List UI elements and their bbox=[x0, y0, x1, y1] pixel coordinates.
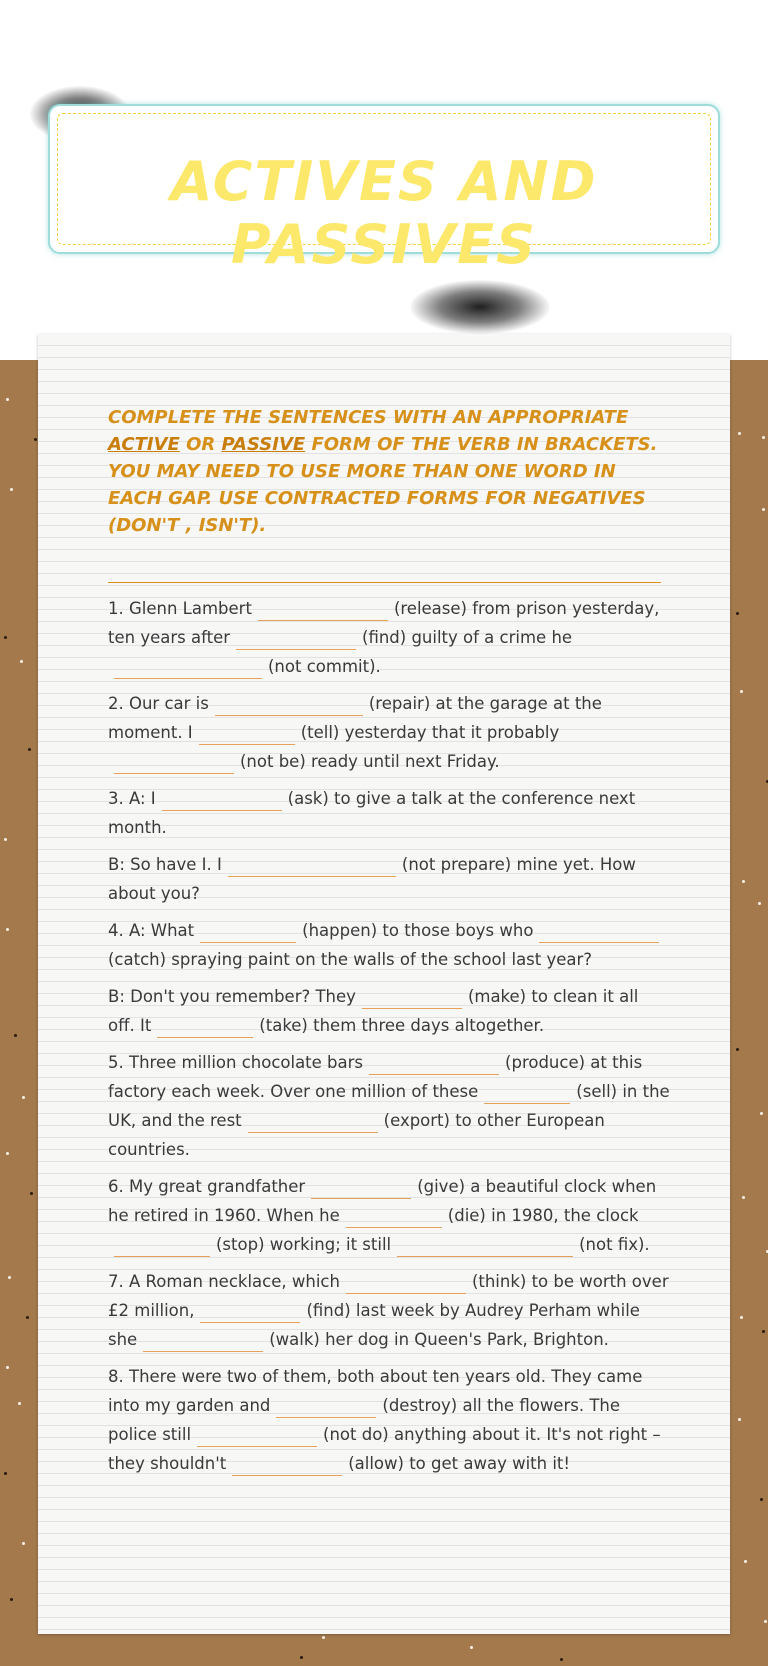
answer-gap-input[interactable] bbox=[114, 658, 262, 679]
exercise-text: (not do) anything about it. It's not right – they shouldn't bbox=[108, 1425, 661, 1473]
exercise-text: B: Don't you remember? They bbox=[108, 987, 356, 1006]
exercise-text: 5. Three million chocolate bars bbox=[108, 1053, 364, 1072]
exercise-item bbox=[108, 1362, 670, 1478]
worksheet-title: ACTIVES AND PASSIVES bbox=[170, 150, 598, 276]
cork-speck bbox=[6, 928, 9, 931]
answer-gap-input[interactable] bbox=[143, 1331, 263, 1352]
cork-speck bbox=[744, 1560, 747, 1563]
answer-gap-input[interactable] bbox=[248, 1112, 378, 1133]
cork-speck bbox=[10, 488, 13, 491]
exercise-item bbox=[108, 784, 670, 842]
instructions-active-word: ACTIVE bbox=[108, 434, 180, 455]
cork-speck bbox=[6, 1152, 9, 1155]
exercise-text: B: So have I. I bbox=[108, 855, 222, 874]
answer-gap-input[interactable] bbox=[114, 1236, 210, 1257]
exercise-item bbox=[108, 1172, 670, 1259]
cork-speck bbox=[6, 398, 9, 401]
answer-gap-input[interactable] bbox=[362, 988, 462, 1009]
exercise-text: (not prepare) mine yet. How about you? bbox=[108, 855, 636, 903]
exercise-text: (catch) spraying paint on the walls of the school last year? bbox=[108, 950, 593, 969]
answer-gap-input[interactable] bbox=[346, 1273, 466, 1294]
cork-speck bbox=[740, 1316, 743, 1319]
answer-gap-input[interactable] bbox=[162, 790, 282, 811]
cork-speck bbox=[10, 1598, 13, 1601]
exercise-text: (not fix). bbox=[579, 1235, 650, 1254]
exercise-text: (export) to other European countries. bbox=[108, 1111, 605, 1159]
cork-speck bbox=[470, 1646, 473, 1649]
cork-speck bbox=[28, 748, 31, 751]
cork-speck bbox=[762, 1330, 765, 1333]
exercise-text: (release) from prison yesterday, ten years after bbox=[108, 599, 660, 647]
answer-gap-input[interactable] bbox=[258, 600, 388, 621]
cork-speck bbox=[34, 438, 37, 441]
cork-speck bbox=[8, 1276, 11, 1279]
exercise-text: (find) guilty of a crime he bbox=[362, 628, 573, 647]
exercise-text: 3. A: I bbox=[108, 789, 156, 808]
cork-speck bbox=[14, 1034, 17, 1037]
exercise-text: (stop) working; it still bbox=[216, 1235, 392, 1254]
tape-piece-center bbox=[410, 280, 550, 334]
exercise-item bbox=[108, 594, 670, 681]
exercise-item bbox=[108, 1267, 670, 1354]
cork-speck bbox=[30, 1192, 33, 1195]
exercise-item bbox=[108, 982, 670, 1040]
answer-gap-input[interactable] bbox=[276, 1397, 376, 1418]
cork-speck bbox=[758, 902, 761, 905]
answer-gap-input[interactable] bbox=[539, 922, 659, 943]
answer-gap-input[interactable] bbox=[157, 1017, 253, 1038]
answer-gap-input[interactable] bbox=[200, 1302, 300, 1323]
exercise-text: (find) last week by Audrey Perham while she bbox=[108, 1301, 640, 1349]
answer-gap-input[interactable] bbox=[311, 1178, 411, 1199]
instructions-part1: COMPLETE THE SENTENCES WITH AN APPROPRIATE bbox=[108, 407, 629, 428]
cork-speck bbox=[762, 436, 765, 439]
exercise-text: (die) in 1980, the clock bbox=[447, 1206, 639, 1225]
exercise-list bbox=[108, 594, 670, 1486]
cork-speck bbox=[4, 1472, 7, 1475]
exercise-item bbox=[108, 916, 670, 974]
cork-speck bbox=[740, 690, 743, 693]
answer-gap-input[interactable] bbox=[232, 1455, 342, 1476]
answer-gap-input[interactable] bbox=[200, 922, 296, 943]
cork-speck bbox=[26, 1316, 29, 1319]
cork-speck bbox=[762, 508, 765, 511]
answer-gap-input[interactable] bbox=[197, 1426, 317, 1447]
cork-speck bbox=[760, 1498, 763, 1501]
exercise-text: (not commit). bbox=[268, 657, 381, 676]
instructions-text bbox=[108, 404, 663, 539]
answer-gap-input[interactable] bbox=[369, 1054, 499, 1075]
cork-speck bbox=[736, 1048, 739, 1051]
exercise-text: 6. My great grandfather bbox=[108, 1177, 306, 1196]
cork-speck bbox=[742, 1196, 745, 1199]
exercise-item bbox=[108, 850, 670, 908]
cork-speck bbox=[22, 1096, 25, 1099]
exercise-text: (walk) her dog in Queen's Park, Brighton. bbox=[269, 1330, 609, 1349]
exercise-text: (ask) to give a talk at the conference next month. bbox=[108, 789, 636, 837]
instructions-passive-word: PASSIVE bbox=[221, 434, 306, 455]
cork-speck bbox=[764, 1620, 767, 1623]
exercise-text: 8. There were two of them, both about ten years old. They came into my garden and bbox=[108, 1367, 643, 1415]
exercise-text: (happen) to those boys who bbox=[302, 921, 534, 940]
answer-gap-input[interactable] bbox=[484, 1083, 570, 1104]
title-card bbox=[50, 106, 718, 276]
cork-speck bbox=[736, 612, 739, 615]
exercise-item bbox=[108, 1048, 670, 1164]
exercise-text: 1. Glenn Lambert bbox=[108, 599, 252, 618]
exercise-text: (think) to be worth over £2 million, bbox=[108, 1272, 669, 1320]
answer-gap-input[interactable] bbox=[215, 695, 363, 716]
exercise-text: (not be) ready until next Friday. bbox=[240, 752, 500, 771]
cork-speck bbox=[22, 1542, 25, 1545]
answer-gap-input[interactable] bbox=[346, 1207, 442, 1228]
exercise-text: (give) a beautiful clock when he retired in 1960. When he bbox=[108, 1177, 657, 1225]
cork-speck bbox=[738, 432, 741, 435]
exercise-text: (make) to clean it all off. It bbox=[108, 987, 639, 1035]
answer-gap-input[interactable] bbox=[397, 1236, 573, 1257]
instructions-part2: FORM OF THE VERB IN BRACKETS. YOU MAY NEED TO USE MORE THAN ONE WORD IN EACH GAP. USE CONTRACTED FORMS FOR NEGATIVES (DON'T , ISN'T). bbox=[108, 434, 658, 536]
exercise-text: (repair) at the garage at the moment. I bbox=[108, 694, 602, 742]
answer-gap-input[interactable] bbox=[228, 856, 396, 877]
exercise-text: (take) them three days altogether. bbox=[259, 1016, 545, 1035]
exercise-text: (produce) at this factory each week. Over one million of these bbox=[108, 1053, 643, 1101]
cork-speck bbox=[760, 1112, 763, 1115]
exercise-text: 7. A Roman necklace, which bbox=[108, 1272, 340, 1291]
exercise-text: 4. A: What bbox=[108, 921, 195, 940]
instructions-or: OR bbox=[179, 434, 222, 455]
exercise-text: 2. Our car is bbox=[108, 694, 209, 713]
exercise-text: (destroy) all the flowers. The police still bbox=[108, 1396, 621, 1444]
cork-speck bbox=[322, 1636, 325, 1639]
cork-speck bbox=[6, 1366, 9, 1369]
cork-speck bbox=[18, 1402, 21, 1405]
cork-speck bbox=[560, 1658, 563, 1661]
cork-speck bbox=[742, 880, 745, 883]
cork-speck bbox=[300, 1656, 303, 1659]
cork-speck bbox=[20, 660, 23, 663]
exercise-item bbox=[108, 689, 670, 776]
cork-speck bbox=[4, 636, 7, 639]
answer-gap-input[interactable] bbox=[199, 724, 295, 745]
cork-speck bbox=[738, 1418, 741, 1421]
exercise-text: (allow) to get away with it! bbox=[348, 1454, 571, 1473]
instructions-divider bbox=[108, 582, 661, 583]
cork-speck bbox=[4, 838, 7, 841]
answer-gap-input[interactable] bbox=[236, 629, 356, 650]
answer-gap-input[interactable] bbox=[114, 753, 234, 774]
exercise-text: (tell) yesterday that it probably bbox=[300, 723, 560, 742]
exercise-text: (sell) in the UK, and the rest bbox=[108, 1082, 670, 1130]
